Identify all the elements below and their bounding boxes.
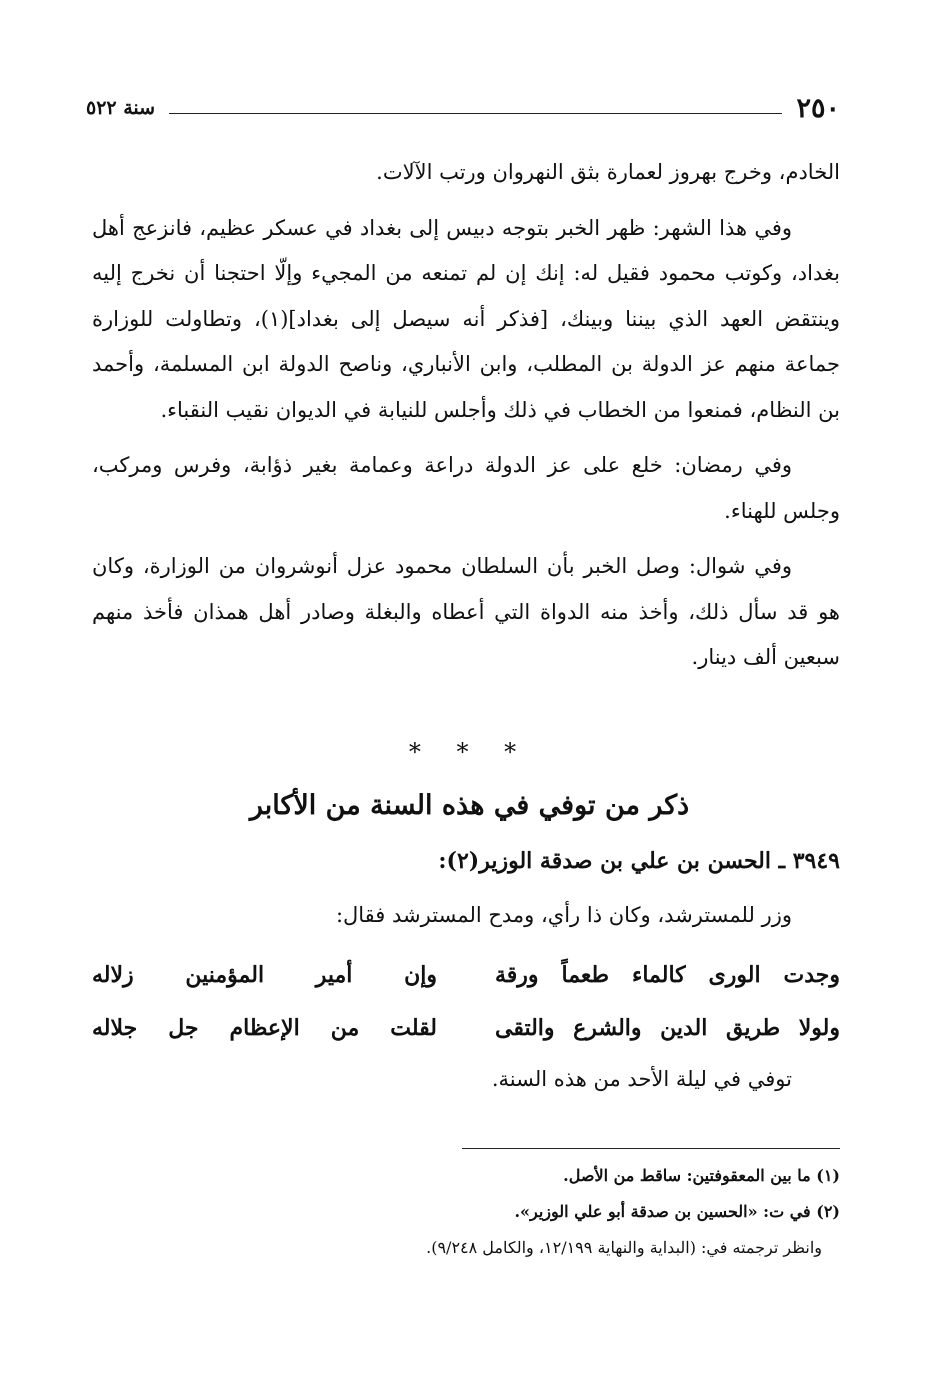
- footnote: (١) ما بين المعقوفتين: ساقط من الأصل.: [563, 1166, 840, 1185]
- entry-heading: ٣٩٤٩ ـ الحسن بن علي بن صدقة الوزير(٢):: [438, 848, 840, 874]
- page-number: ٢٥٠: [796, 92, 840, 124]
- verse-second-hemistich: وإن أمير المؤمنين زلاله: [92, 962, 437, 988]
- section-separator: * * *: [408, 738, 531, 766]
- paragraph: وفي شوال: وصل الخبر بأن السلطان محمود عزل أنوشروان من الوزارة، وكان هو قد سأل ذلك، وأخذ منه الدواة التي أعطاه والبغلة وصادر أهل همذان فأخذ منهم سبعين ألف دينار.: [92, 554, 840, 669]
- footnote-rule: [462, 1148, 840, 1149]
- footnotes: [150, 1158, 840, 1266]
- verse-second-hemistich: لقلت من الإعظام جل جلاله: [92, 1015, 437, 1041]
- footnote: (٢) في ت: «الحسين بن صدقة أبو علي الوزير».: [514, 1202, 840, 1221]
- entry-death-note: توفي في ليلة الأحد من هذه السنة.: [491, 1067, 792, 1091]
- page-header: [86, 88, 840, 128]
- paragraph: وفي رمضان: خلع على عز الدولة دراعة وعمامة بغير ذؤابة، وفرس ومركب، وجلس للهناء.: [92, 453, 840, 523]
- section-title: ذكر من توفي في هذه السنة من الأكابر: [249, 790, 690, 821]
- paragraph: الخادم، وخرج بهروز لعمارة بثق النهروان ورتب الآلات.: [376, 160, 840, 184]
- verse-first-hemistich: وجدت الورى كالماء طعماً ورقة: [495, 962, 840, 988]
- verse-line: [92, 1015, 840, 1041]
- verse-first-hemistich: ولولا طريق الدين والشرع والتقى: [495, 1015, 840, 1041]
- running-head: سنة ٥٢٢: [86, 97, 156, 119]
- main-text: [92, 150, 840, 691]
- entry-intro: وزر للمسترشد، وكان ذا رأي، ومدح المسترشد فقال:: [335, 903, 792, 927]
- footnote-continuation: وانظر ترجمته في: (البداية والنهاية ١٢/١٩٩، والكامل ٩/٢٤٨).: [426, 1238, 822, 1257]
- header-rule: [169, 113, 782, 114]
- paragraph: وفي هذا الشهر: ظهر الخبر بتوجه دبيس إلى بغداد في عسكر عظيم، فانزعج أهل بغداد، وكوتب محمود فقيل له: إنك إن لم تمنعه من المجيء وإلّا احتجنا أن نخرج إليه وينتقض العهد الذي بيننا وبينك، [فذكر أنه سيصل إلى بغداد](١)، وتطاولت للوزارة جماعة منهم عز الدولة بن المطلب، وابن الأنباري، وناصح الدولة ابن المسلمة، وأحمد بن النظام، فمنعوا من الخطاب في ذلك وأجلس للنيابة في الديوان نقيب النقباء.: [92, 215, 840, 422]
- verse-line: [92, 962, 840, 988]
